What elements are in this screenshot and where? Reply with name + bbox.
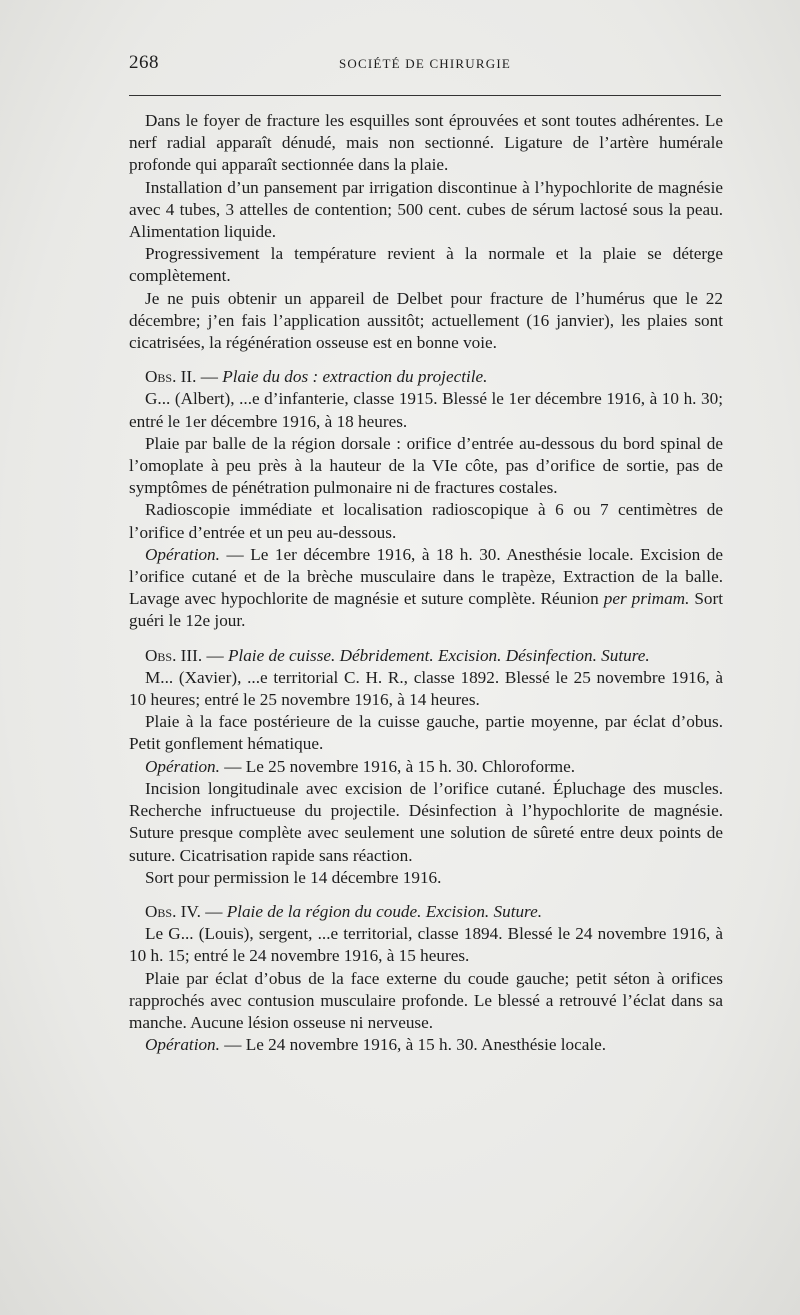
obs2-operation-end: Sort guéri le 12e jour. [129, 589, 723, 631]
section-gap [129, 354, 723, 366]
obs2-operation-label: Opération. [145, 544, 220, 564]
obs4-label: Obs. IV. [145, 901, 201, 921]
obs3-title: Plaie de cuisse. Débridement. Excision. Désinfection. Suture. [227, 645, 650, 665]
obs3-operation-paragraph [129, 756, 723, 778]
obs4-operation-text: — Le 24 novembre 1916, à 15 h. 30. Anesthésie locale. [219, 1035, 607, 1055]
obs3-paragraph: Incision longitudinale avec excision de l’orifice cutané. Épluchage des muscles. Recherche infructueuse du projectile. Désinfection à l’hypochlorite de magnésie. Suture presque complète avec seulement une solution de sûreté entre deux points de suture. Cicatrisation rapide sans réaction. [129, 778, 723, 865]
obs3-operation-text: — Le 25 novembre 1916, à 15 h. 30. Chloroforme. [219, 756, 576, 776]
obs2-dash: — [196, 367, 223, 387]
header-rule [129, 95, 721, 96]
obs4-operation-paragraph [129, 1034, 723, 1056]
obs3-paragraph: M... (Xavier), ...e territorial C. H. R., classe 1892. Blessé le 25 novembre 1916, à 10 heures; entré le 25 novembre 1916, à 14 heures. [129, 667, 723, 710]
obs4-operation-label: Opération. [145, 1035, 220, 1055]
obs2-paragraph: G... (Albert), ...e d’infanterie, classe 1915. Blessé le 1er décembre 1916, à 10 h. 30; entré le 1er décembre 1916, à 18 heures. [129, 389, 723, 431]
obs1-paragraph: Dans le foyer de fracture les esquilles sont éprouvées et sont toutes adhérentes. Le nerf radial apparaît dénudé, mais non sectionné. Ligature de l’artère humérale profonde qui apparaît sectionnée dans la plaie. [129, 111, 723, 175]
obs4-dash: — [200, 901, 227, 921]
obs2-paragraph: Radioscopie immédiate et localisation radioscopique à 6 ou 7 centimètres de l’orifice d’entrée et un peu au-dessous. [129, 500, 723, 542]
section-gap [129, 889, 723, 901]
obs1-paragraph: Installation d’un pansement par irrigation discontinue à l’hypochlorite de magnésie avec 4 tubes, 3 attelles de contention; 500 cent. cubes de sérum lactosé sous la peau. Alimentation liquide. [129, 177, 723, 242]
obs3-heading [129, 645, 723, 667]
obs3-dash: — [202, 645, 228, 665]
obs1-paragraph: Je ne puis obtenir un appareil de Delbet pour fracture de l’humérus que le 22 décembre; j’en fais l’application aussitôt; actuellement (16 janvier), les plaies sont cicatrisées, la régénération osseuse est en bonne voie. [129, 288, 723, 353]
page-number: 268 [129, 52, 159, 73]
page-body [129, 110, 723, 1056]
obs2-operation-paragraph [129, 544, 723, 633]
obs4-paragraph: Le G... (Louis), sergent, ...e territorial, classe 1894. Blessé le 24 novembre 1916, à 10 h. 15; entré le 24 novembre 1916, à 15 heures. [129, 924, 723, 966]
obs4-title: Plaie de la région du coude. Excision. Suture. [226, 901, 543, 921]
obs2-per-primam: per primam. [603, 589, 690, 609]
obs3-label: Obs. III. [145, 645, 203, 665]
running-title: SOCIÉTÉ DE CHIRURGIE [338, 56, 512, 71]
obs3-paragraph: Sort pour permission le 14 décembre 1916. [145, 867, 442, 887]
obs1-paragraph: Progressivement la température revient à la normale et la plaie se déterge complètement. [129, 244, 723, 286]
obs2-label: Obs. II. [145, 367, 197, 387]
section-gap [129, 633, 723, 645]
obs3-paragraph: Plaie à la face postérieure de la cuisse gauche, partie moyenne, par éclat d’obus. Petit gonflement hématique. [129, 712, 723, 754]
obs4-heading [129, 901, 723, 923]
obs2-operation-text: — Le 1er décembre 1916, à 18 h. 30. Anesthésie locale. Excision de l’orifice cutané et de la brèche musculaire dans le trapèze, Extraction de la balle. Lavage avec hypochlorite de magnésie et suture complète. Réunion [129, 544, 723, 609]
obs3-operation-label: Opération. [145, 756, 220, 776]
obs2-paragraph: Plaie par balle de la région dorsale : orifice d’entrée au-dessous du bord spinal de l’omoplate à peu près à la hauteur de la VIe côte, pas d’orifice de sortie, pas de symptômes de pénétration pulmonaire ni de fractures costales. [129, 433, 723, 498]
page-header [129, 52, 721, 82]
obs4-paragraph: Plaie par éclat d’obus de la face externe du coude gauche; petit séton à orifices rapprochés avec contusion musculaire profonde. Le blessé a retrouvé l’éclat dans sa manche. Aucune lésion osseuse ni nerveuse. [129, 968, 723, 1032]
obs2-heading [129, 366, 723, 388]
obs2-title: Plaie du dos : extraction du projectile. [222, 367, 488, 387]
